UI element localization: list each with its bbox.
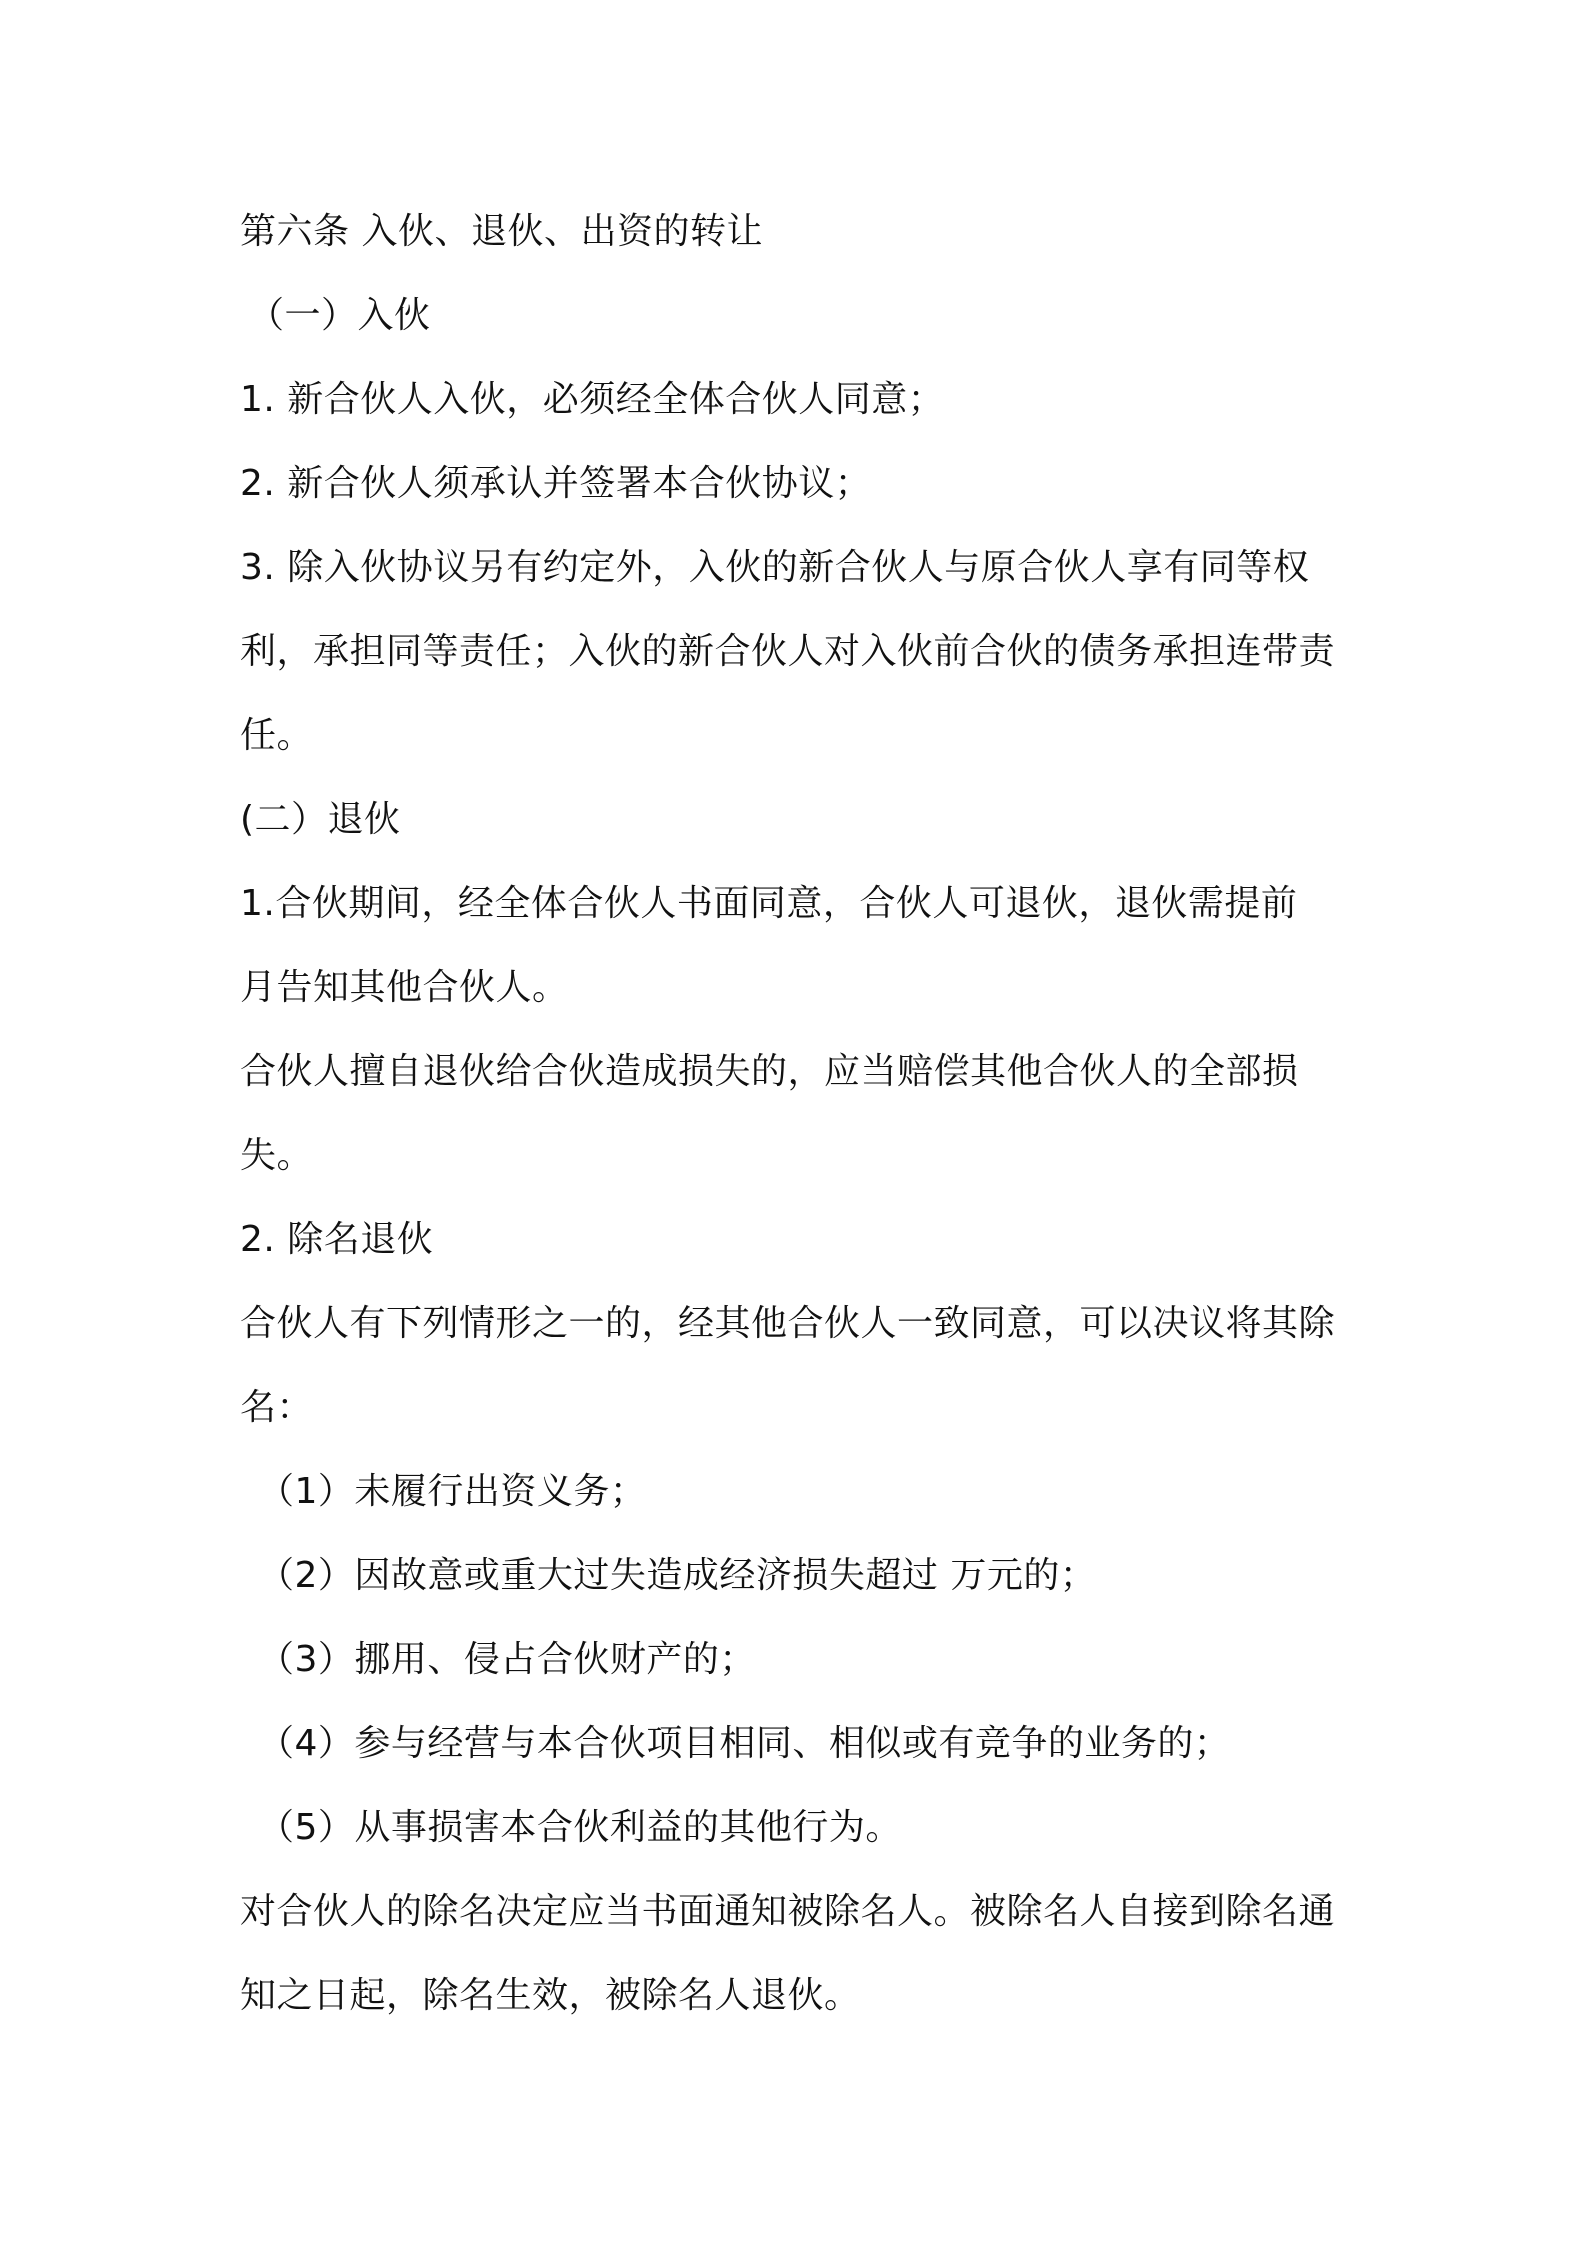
- expulsion-condition-2: （2）因故意或重大过失造成经济损失超过 万元的；: [258, 1555, 1097, 1596]
- withdraw-paragraph-1-line-2: 失。: [240, 1135, 314, 1176]
- expulsion-paragraph-line-2: 名：: [240, 1387, 314, 1428]
- section-join-heading: （一）入伙: [248, 295, 431, 336]
- expulsion-condition-3: （3）挪用、侵占合伙财产的；: [258, 1639, 756, 1680]
- expulsion-condition-1: （1）未履行出资义务；: [258, 1471, 647, 1512]
- withdraw-item-1-line-2: 月告知其他合伙人。: [240, 967, 569, 1008]
- expulsion-condition-5: （5）从事损害本合伙利益的其他行为。: [258, 1807, 902, 1848]
- expulsion-notice-line-1: 对合伙人的除名决定应当书面通知被除名人。被除名人自接到除名通: [240, 1891, 1336, 1932]
- expulsion-condition-4: （4）参与经营与本合伙项目相同、相似或有竞争的业务的；: [258, 1723, 1231, 1764]
- join-item-1: 1. 新合伙人入伙，必须经全体合伙人同意；: [240, 379, 945, 420]
- join-item-3-line-2: 利，承担同等责任；入伙的新合伙人对入伙前合伙的债务承担连带责: [240, 631, 1336, 672]
- withdraw-item-1-line-1: 1.合伙期间，经全体合伙人书面同意，合伙人可退伙，退伙需提前: [240, 883, 1298, 924]
- expulsion-heading: 2. 除名退伙: [240, 1219, 434, 1260]
- join-item-2: 2. 新合伙人须承认并签署本合伙协议；: [240, 463, 872, 504]
- expulsion-paragraph-line-1: 合伙人有下列情形之一的，经其他合伙人一致同意，可以决议将其除: [240, 1303, 1336, 1344]
- join-item-3-line-3: 任。: [240, 715, 314, 756]
- section-withdraw-heading: (二）退伙: [240, 799, 401, 840]
- expulsion-notice-line-2: 知之日起，除名生效，被除名人退伙。: [240, 1975, 861, 2016]
- article-title: 第六条 入伙、退伙、出资的转让: [240, 211, 763, 252]
- join-item-3-line-1: 3. 除入伙协议另有约定外，入伙的新合伙人与原合伙人享有同等权: [240, 547, 1310, 588]
- withdraw-paragraph-1-line-1: 合伙人擅自退伙给合伙造成损失的，应当赔偿其他合伙人的全部损: [240, 1051, 1299, 1092]
